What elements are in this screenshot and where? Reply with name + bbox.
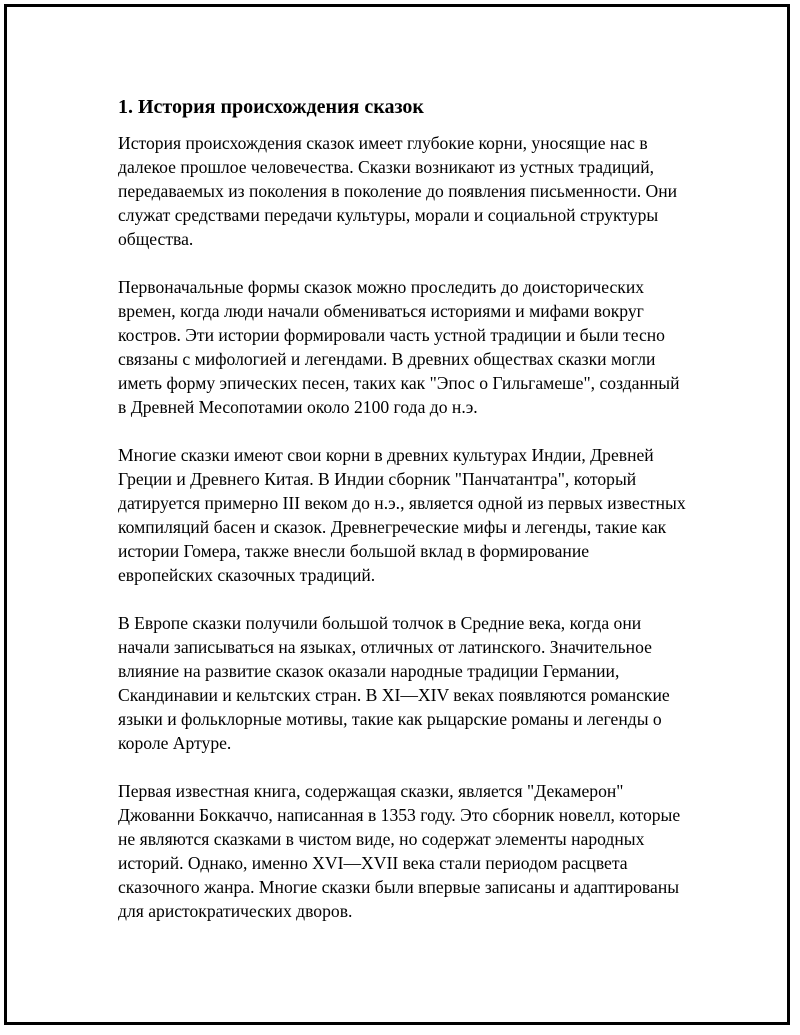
- paragraph-4: В Европе сказки получили большой толчок в Средние века, когда они начали записываться на языках, отличных от латинского. Значительное влияние на развитие сказок оказали народные традиции Германии, Скандинавии и кельтских стран. В XI—XIV веках появляются романские языки и фольклорные мотивы, такие как рыцарские романы и легенды о короле Артуре.: [118, 613, 670, 753]
- paragraph-2: Первоначальные формы сказок можно проследить до доисторических времен, когда люди начали обмениваться историями и мифами вокруг костров. Эти истории формировали часть устной традиции и были тесно связаны с мифологией и легендами. В древних обществах сказки могли иметь форму эпических песен, таких как "Эпос о Гильгамеше", созданный в Древней Месопотамии около 2100 года до н.э.: [118, 277, 680, 417]
- paragraph-3: Многие сказки имеют свои корни в древних культурах Индии, Древней Греции и Древнего Китая. В Индии сборник "Панчатантра", который датируется примерно III веком до н.э., является одной из первых известных компиляций басен и сказок. Древнегреческие мифы и легенды, такие как истории Гомера, также внесли большой вклад в формирование европейских сказочных традиций.: [118, 445, 686, 585]
- paragraph-1: История происхождения сказок имеет глубокие корни, уносящие нас в далекое прошлое человечества. Сказки возникают из устных традиций, передаваемых из поколения в поколение до появления письменности. Они служат средствами передачи культуры, морали и социальной структуры общества.: [118, 133, 678, 249]
- section-title: 1. История происхождения сказок: [118, 96, 424, 118]
- document-body: [118, 95, 688, 947]
- paragraph-5: Первая известная книга, содержащая сказки, является "Декамерон" Джованни Боккаччо, написанная в 1353 году. Это сборник новелл, которые не являются сказками в чистом виде, но содержат элементы народных историй. Однако, именно XVI—XVII века стали периодом расцвета сказочного жанра. Многие сказки были впервые записаны и адаптированы для аристократических дворов.: [118, 781, 681, 921]
